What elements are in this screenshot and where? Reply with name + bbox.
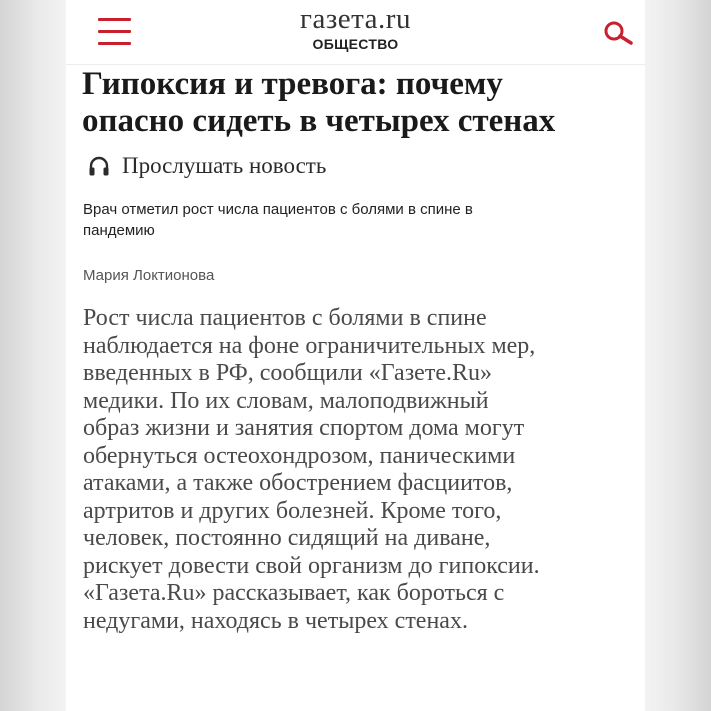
article-body-line: медики. По их словам, малоподвижный	[83, 387, 489, 414]
article-title	[82, 66, 637, 140]
article-body-line: введенных в РФ, сообщили «Газете.Ru»	[83, 360, 492, 386]
article-title-line: опасно сидеть в четырех стенах	[82, 103, 556, 139]
site-header	[66, 0, 645, 64]
article-body-line: наблюдается на фоне ограничительных мер,	[83, 332, 536, 359]
header-divider	[66, 64, 645, 65]
article-lead-line: Врач отметил рост числа пациентов с болями в спине в	[83, 201, 473, 218]
article-body-line: образ жизни и занятия спортом дома могут	[83, 415, 525, 441]
left-background	[0, 0, 66, 711]
article-screen	[66, 0, 645, 711]
article-body-line: недугами, находясь в четырех стенах.	[83, 607, 468, 634]
article-body-line: рискует довести свой организм до гипоксии.	[83, 552, 540, 579]
search-icon[interactable]	[602, 20, 634, 46]
article-lead-line: пандемию	[83, 222, 155, 239]
article-body-line: Рост числа пациентов с болями в спине	[83, 305, 487, 331]
listen-news-button[interactable]	[88, 151, 326, 181]
listen-news-label: Прослушать новость	[122, 153, 327, 178]
article-title-line: Гипоксия и тревога: почему	[82, 66, 503, 102]
headphones-icon	[88, 155, 110, 177]
article-body-line: «Газета.Ru» рассказывает, как бороться с	[83, 580, 505, 606]
article-body-line: обернуться остеохондрозом, паническими	[83, 442, 516, 469]
article-body	[83, 305, 638, 635]
article-body-line: артритов и других болезней. Кроме того,	[83, 497, 502, 524]
article-author[interactable]: Мария Локтионова	[83, 267, 215, 284]
article-body-line: человек, постоянно сидящий на диване,	[83, 525, 491, 551]
article-lead	[83, 199, 573, 241]
section-label[interactable]: ОБЩЕСТВО	[312, 36, 399, 52]
right-background	[645, 0, 711, 711]
article-body-line: атаками, а также обострением фасциитов,	[83, 470, 513, 496]
site-logo[interactable]: газета.ru	[300, 3, 411, 35]
